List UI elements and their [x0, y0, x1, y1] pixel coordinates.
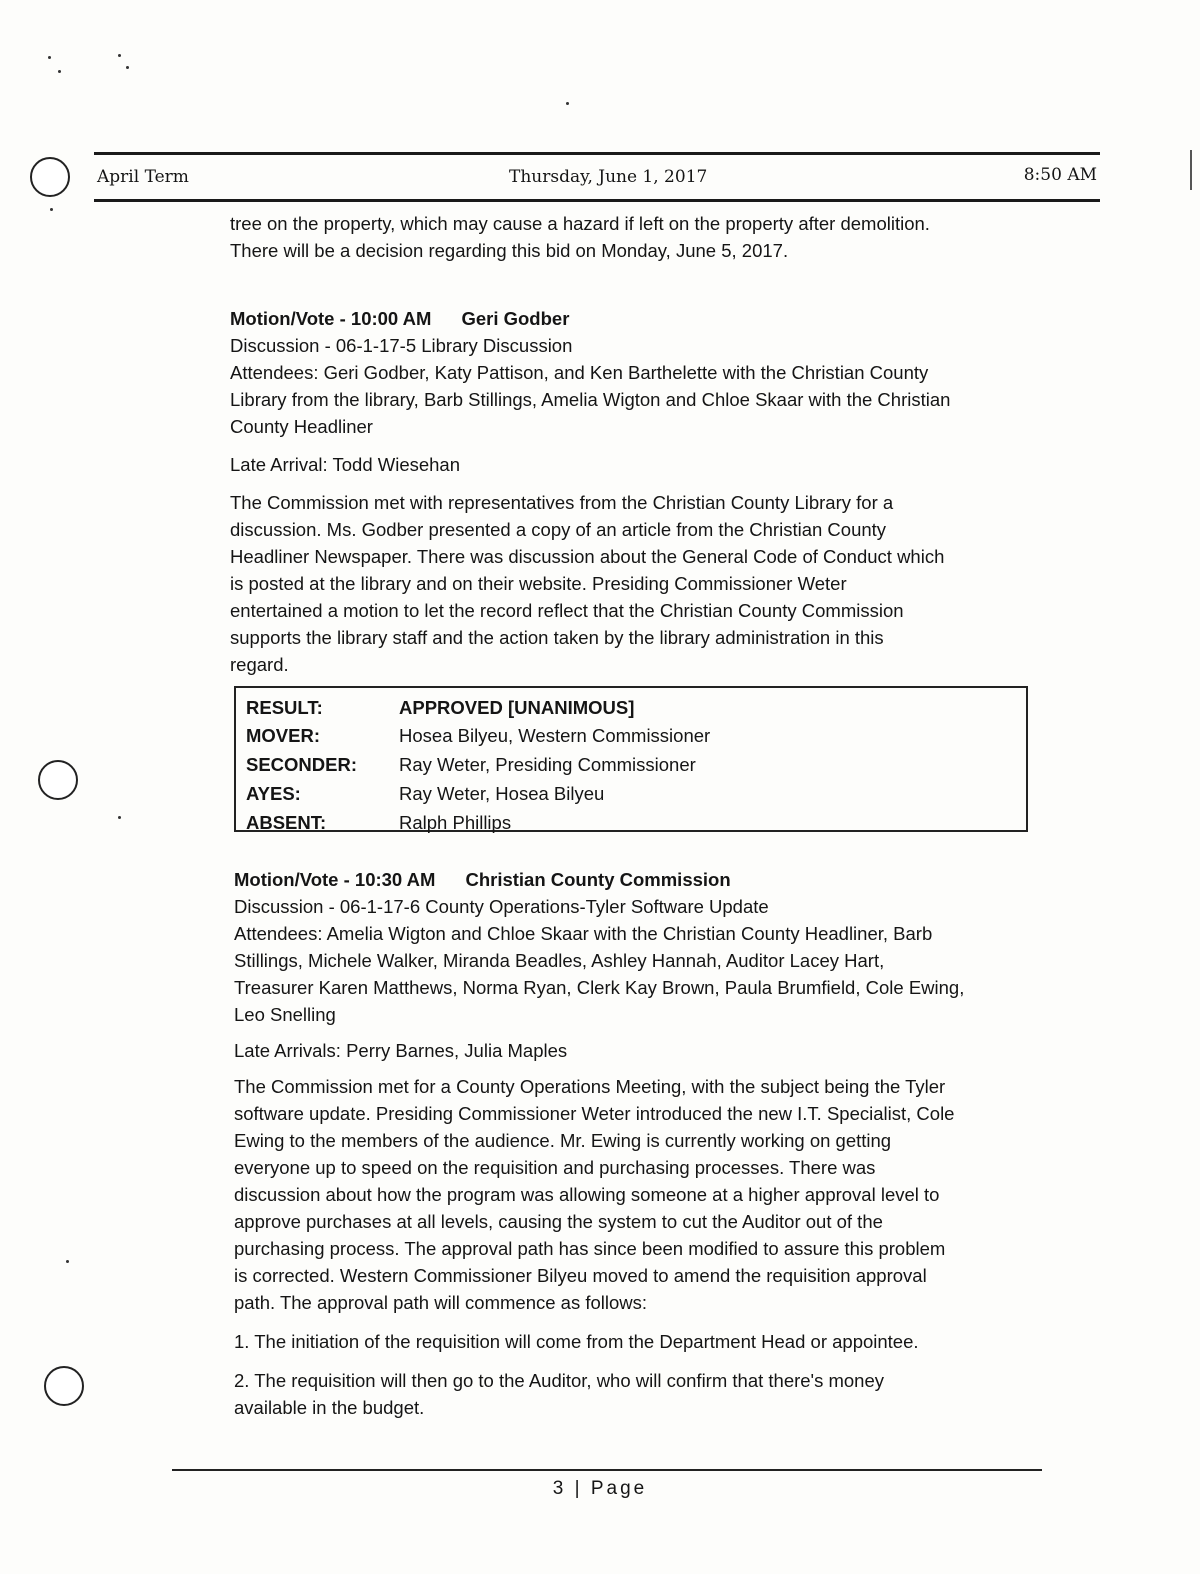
approval-step-2: [234, 1367, 1054, 1421]
mover-value: Hosea Bilyeu, Western Commissioner: [399, 725, 711, 746]
motion-item-2: [234, 866, 1054, 1421]
paragraph-line: regard.: [230, 654, 289, 675]
paragraph-line: approve purchases at all levels, causing the system to cut the Auditor out of the: [234, 1211, 883, 1232]
scan-speck: [126, 66, 129, 69]
attendees-line: Leo Snelling: [234, 1004, 336, 1025]
page-number: 3 | Page: [552, 1478, 648, 1499]
motion-item-1: [230, 305, 1030, 678]
scan-speck: [58, 70, 61, 73]
attendees-line: County Headliner: [230, 416, 373, 437]
intro-line: There will be a decision regarding this bid on Monday, June 5, 2017.: [230, 240, 789, 261]
discussion-line: Discussion - 06-1-17-6 County Operations-Tyler Software Update: [234, 896, 769, 917]
ayes-label: AYES:: [246, 783, 301, 804]
intro-paragraph: [230, 210, 1030, 264]
scan-speck: [118, 816, 121, 819]
page-header: [94, 152, 1100, 202]
binder-hole-bottom: [44, 1366, 84, 1406]
paragraph-line: The Commission met with representatives from the Christian County Library for a: [230, 492, 894, 513]
discussion-paragraph: [234, 1073, 1054, 1316]
motion-presenter: Geri Godber: [461, 308, 570, 329]
discussion-paragraph: [230, 489, 1030, 678]
seconder-label: SECONDER:: [246, 754, 358, 775]
attendees-line: Attendees: Geri Godber, Katy Pattison, and Ken Barthelette with the Christian County: [230, 362, 929, 383]
seconder-value: Ray Weter, Presiding Commissioner: [399, 754, 696, 775]
absent-value: Ralph Phillips: [399, 812, 512, 833]
late-arrival-line: Late Arrivals: Perry Barnes, Julia Maples: [234, 1040, 568, 1061]
paragraph-line: everyone up to speed on the requisition and purchasing processes. There was: [234, 1157, 876, 1178]
paragraph-line: supports the library staff and the action taken by the library administration in this: [230, 627, 884, 648]
header-term: April Term: [97, 167, 189, 187]
step-line: available in the budget.: [234, 1397, 425, 1418]
header-date: Thursday, June 1, 2017: [509, 167, 708, 187]
step-line: 2. The requisition will then go to the Auditor, who will confirm that there's money: [234, 1370, 885, 1391]
attendees-line: Treasurer Karen Matthews, Norma Ryan, Clerk Kay Brown, Paula Brumfield, Cole Ewing,: [234, 977, 965, 998]
paragraph-line: entertained a motion to let the record reflect that the Christian County Commission: [230, 600, 904, 621]
approval-step-1: 1. The initiation of the requisition will come from the Department Head or appointee.: [234, 1331, 919, 1352]
motion-heading: [234, 866, 1054, 893]
attendees-line: Library from the library, Barb Stillings, Amelia Wigton and Chloe Skaar with the Christian: [230, 389, 951, 410]
motion-time: Motion/Vote - 10:30 AM: [234, 869, 436, 890]
scan-speck: [66, 1260, 69, 1263]
paragraph-line: Headliner Newspaper. There was discussion about the General Code of Conduct which: [230, 546, 945, 567]
late-arrival-line: Late Arrival: Todd Wiesehan: [230, 454, 461, 475]
absent-label: ABSENT:: [246, 812, 327, 833]
result-value: APPROVED [UNANIMOUS]: [399, 697, 635, 718]
paragraph-line: is corrected. Western Commissioner Bilyeu moved to amend the requisition approval: [234, 1265, 927, 1286]
motion-presenter: Christian County Commission: [465, 869, 731, 890]
vote-result-table: [234, 686, 1028, 832]
paragraph-line: purchasing process. The approval path has since been modified to assure this problem: [234, 1238, 946, 1259]
paragraph-line: discussion about how the program was allowing someone at a higher approval level to: [234, 1184, 940, 1205]
paragraph-line: software update. Presiding Commissioner Weter introduced the new I.T. Specialist, Cole: [234, 1103, 955, 1124]
footer-rule: [172, 1469, 1042, 1471]
binder-hole-top: [30, 157, 70, 197]
paragraph-line: Ewing to the members of the audience. Mr. Ewing is currently working on getting: [234, 1130, 892, 1151]
paragraph-line: The Commission met for a County Operations Meeting, with the subject being the Tyler: [234, 1076, 946, 1097]
attendees-line: Stillings, Michele Walker, Miranda Beadles, Ashley Hannah, Auditor Lacey Hart,: [234, 950, 885, 971]
discussion-line: Discussion - 06-1-17-5 Library Discussion: [230, 335, 573, 356]
attendees-line: Attendees: Amelia Wigton and Chloe Skaar with the Christian County Headliner, Barb: [234, 923, 933, 944]
scan-speck: [50, 208, 53, 211]
scan-speck: [118, 54, 121, 57]
motion-heading: [230, 305, 1030, 332]
intro-line: tree on the property, which may cause a hazard if left on the property after demolition.: [230, 213, 930, 234]
header-time: 8:50 AM: [1023, 165, 1097, 185]
ayes-value: Ray Weter, Hosea Bilyeu: [399, 783, 605, 804]
scan-speck: [566, 102, 569, 105]
motion-time: Motion/Vote - 10:00 AM: [230, 308, 432, 329]
scan-edge-mark: [1190, 150, 1192, 190]
result-label: RESULT:: [246, 697, 323, 718]
scan-speck: [48, 56, 51, 59]
paragraph-line: path. The approval path will commence as follows:: [234, 1292, 648, 1313]
mover-label: MOVER:: [246, 725, 320, 746]
paragraph-line: discussion. Ms. Godber presented a copy of an article from the Christian County: [230, 519, 887, 540]
binder-hole-middle: [38, 760, 78, 800]
paragraph-line: is posted at the library and on their website. Presiding Commissioner Weter: [230, 573, 847, 594]
